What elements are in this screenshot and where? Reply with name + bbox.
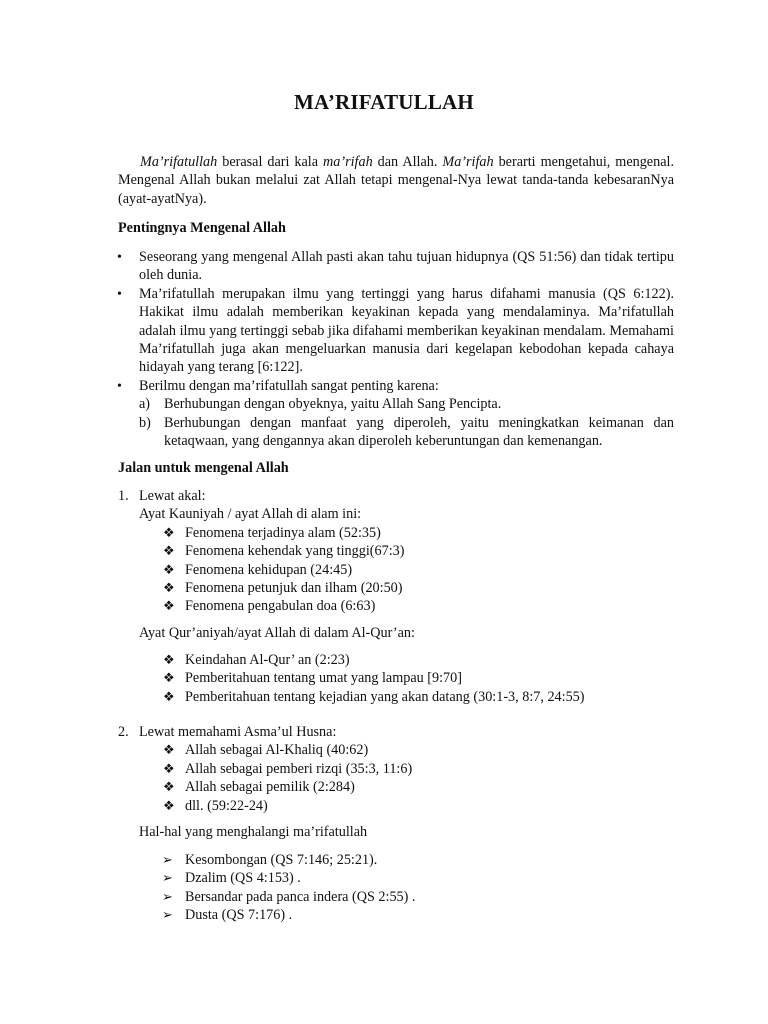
intro-text: berasal dari kala: [217, 154, 324, 170]
diamond-bullet-icon: ❖: [163, 688, 175, 704]
list-item: [118, 760, 674, 778]
list-item: [118, 888, 674, 906]
sub-item-label: b): [139, 414, 151, 431]
diamond-bullet-icon: ❖: [163, 524, 175, 540]
arrow-bullet-icon: ➢: [162, 852, 173, 867]
pentingnya-list: [118, 248, 674, 450]
item-number: 1.: [118, 488, 129, 504]
diamond-bullet-icon: ❖: [163, 742, 175, 758]
list-item: [118, 597, 674, 615]
item-label: Lewat akal:: [139, 488, 206, 504]
intro-term-marifah-2: Ma’rifah: [442, 154, 494, 170]
list-item: [118, 688, 674, 706]
list-item-text: Pemberitahuan tentang kejadian yang akan datang (30:1-3, 8:7, 24:55): [185, 688, 585, 705]
list-item-text: Allah sebagai Al-Khaliq (40:62): [185, 742, 369, 759]
quraniyah-block: [118, 624, 674, 642]
list-item-text: Bersandar pada panca indera (QS 2:55) .: [185, 888, 416, 905]
jalan-item-1: [118, 487, 674, 616]
numbered-item: [118, 723, 674, 741]
diamond-bullet-icon: ❖: [163, 760, 175, 776]
bullet-icon: •: [117, 378, 122, 394]
list-item-text: Seseorang yang mengenal Allah pasti akan tahu tujuan hidupnya (QS 51:56) dan tidak tertipu oleh dunia.: [139, 249, 674, 284]
list-item: [118, 542, 674, 560]
list-item: [118, 851, 674, 869]
list-item-text: Fenomena pengabulan doa (6:63): [185, 598, 376, 615]
list-item: [118, 906, 674, 924]
sub-item: [118, 414, 674, 451]
list-item: [118, 561, 674, 579]
list-item: [118, 285, 674, 377]
item-label: Lewat memahami Asma’ul Husna:: [139, 724, 337, 740]
intro-text: dan Allah.: [372, 154, 443, 170]
item-number: 2.: [118, 724, 129, 740]
list-item: [118, 377, 674, 395]
list-item-text: Keindahan Al-Qur’ an (2:23): [185, 652, 350, 668]
list-item-text: Fenomena kehidupan (24:45): [185, 561, 353, 578]
intro-paragraph: [118, 153, 674, 208]
list-item-text: Berilmu dengan ma’rifatullah sangat penting karena:: [139, 377, 439, 394]
numbered-item: [118, 487, 674, 505]
diamond-bullet-icon: ❖: [163, 561, 175, 577]
diamond-bullet-icon: ❖: [163, 652, 175, 667]
list-item: [118, 778, 674, 796]
diamond-bullet-icon: ❖: [163, 797, 175, 813]
document-title: MA’RIFATULLAH: [294, 90, 474, 114]
list-item: [118, 579, 674, 597]
list-item-text: Ma’rifatullah merupakan ilmu yang tertinggi yang harus difahami manusia (QS 6:122). Hakikat ilmu adalah memberikan keyakinan kepada yang mendalaminya. Ma’rifatullah adalah ilmu yang tertinggi sebab jika difahami memberikan keyakinan mendalam. Memahami Ma’rifatullah juga akan mengeluarkan manusia dari kegelapan kebodohan kepada cahaya hidayah yang terang [6:122].: [139, 285, 674, 376]
quraniyah-list: [118, 651, 674, 706]
list-item-text: Pemberitahuan tentang umat yang lampau [9:70]: [185, 670, 462, 687]
list-item-text: Allah sebagai pemilik (2:284): [185, 779, 355, 796]
list-item-text: dll. (59:22-24): [185, 797, 268, 814]
bullet-icon: •: [117, 286, 122, 302]
hal-list: [118, 851, 674, 925]
kauniyah-label: Ayat Kauniyah / ayat Allah di alam ini:: [139, 506, 362, 523]
quraniyah-label: Ayat Qur’aniyah/ayat Allah di dalam Al-Qur’an:: [139, 625, 415, 641]
list-item-text: Fenomena terjadinya alam (52:35): [185, 524, 381, 541]
list-item-text: Fenomena kehendak yang tinggi(67:3): [185, 543, 405, 560]
hal-block: [118, 823, 674, 841]
list-item-text: Fenomena petunjuk dan ilham (20:50): [185, 580, 403, 597]
diamond-bullet-icon: ❖: [163, 779, 175, 795]
list-item: [118, 741, 674, 759]
list-item: [118, 651, 674, 669]
list-item: [118, 869, 674, 887]
arrow-bullet-icon: ➢: [162, 888, 173, 904]
sub-item: [118, 395, 674, 413]
hal-heading: Hal-hal yang menghalangi ma’rifatullah: [139, 824, 368, 840]
list-item-text: Dusta (QS 7:176) .: [185, 907, 293, 924]
list-item: [118, 669, 674, 687]
list-item-text: Kesombongan (QS 7:146; 25:21).: [185, 852, 378, 868]
list-item-text: Dzalim (QS 4:153) .: [185, 870, 301, 887]
section-heading-jalan: Jalan untuk mengenal Allah: [118, 460, 289, 476]
diamond-bullet-icon: ❖: [163, 580, 175, 596]
sub-item-text: Berhubungan dengan obyeknya, yaitu Allah Sang Pencipta.: [164, 396, 502, 413]
list-item: [118, 797, 674, 815]
intro-term-marifah: ma’rifah: [323, 154, 373, 170]
list-item: [118, 524, 674, 542]
diamond-bullet-icon: ❖: [163, 670, 175, 686]
intro-term-marifatullah: Ma’rifatullah: [140, 154, 218, 170]
bullet-icon: •: [117, 250, 122, 265]
list-item: [118, 248, 674, 285]
intro-text: berarti mengetahui, mengenal. Mengenal Allah bukan melalui zat Allah tetapi mengenal-Nya lewat tanda-tanda kebesaranNya (ayat-ayatNya).: [118, 154, 674, 207]
arrow-bullet-icon: ➢: [162, 907, 173, 923]
section-heading-pentingnya: Pentingnya Mengenal Allah: [118, 220, 286, 236]
sub-item-label: a): [139, 396, 151, 413]
diamond-bullet-icon: ❖: [163, 543, 175, 559]
diamond-bullet-icon: ❖: [163, 598, 175, 614]
arrow-bullet-icon: ➢: [162, 870, 173, 886]
sub-item-text: Berhubungan dengan manfaat yang diperoleh, yaitu meningkatkan keimanan dan ketaqwaan, yang dengannya akan diperoleh keberuntungan dan kemenangan.: [164, 414, 674, 450]
list-item-text: Allah sebagai pemberi rizqi (35:3, 11:6): [185, 760, 413, 777]
jalan-item-2: [118, 723, 674, 815]
